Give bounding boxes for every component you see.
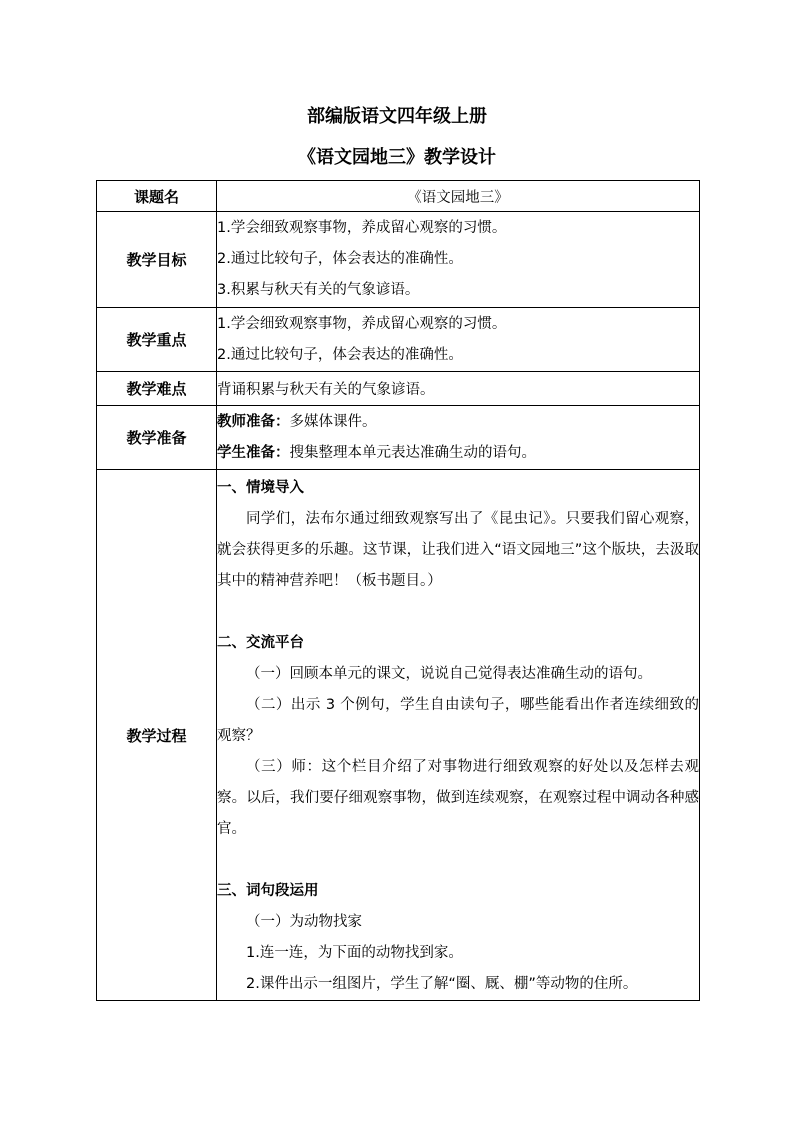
key-point-item: 2.通过比较句子，体会表达的准确性。 — [217, 346, 463, 363]
document-title: 部编版语文四年级上册 — [307, 106, 487, 127]
teacher-preparation — [217, 407, 699, 438]
table-row-difficulty — [97, 372, 700, 406]
lesson-plan-table — [96, 180, 700, 1001]
exchange-item: （二）出示 3 个例句，学生自由读句子，哪些能看出作者连续细致的观察？ — [217, 697, 699, 744]
objective-item: 3.积累与秋天有关的气象谚语。 — [217, 282, 420, 298]
application-subheading: （一）为动物找家 — [246, 914, 362, 930]
key-points-label: 教学重点 — [97, 308, 217, 372]
objective-item: 1.学会细致观察事物，养成留心观察的习惯。 — [217, 220, 507, 236]
spacer — [217, 597, 699, 628]
teacher-preparation-label: 教师准备： — [217, 413, 290, 430]
section-heading-application: 三、词句段运用 — [217, 883, 319, 899]
document-subtitle: 《语文园地三》教学设计 — [298, 147, 496, 168]
teacher-preparation-value: 多媒体课件。 — [289, 413, 377, 430]
preparation-label: 教学准备 — [97, 406, 217, 470]
exchange-item: （一）回顾本单元的课文，说说自己觉得表达准确生动的语句。 — [246, 666, 652, 682]
preparation-content — [217, 406, 700, 470]
course-value: 《语文园地三》 — [217, 181, 700, 212]
section-heading-intro: 一、情境导入 — [217, 480, 304, 496]
section-heading-exchange: 二、交流平台 — [217, 635, 304, 651]
spacer — [217, 845, 699, 876]
objectives-content — [217, 212, 700, 308]
application-item: 1.连一连，为下面的动物找到家。 — [246, 945, 463, 961]
process-label: 教学过程 — [97, 470, 217, 1001]
difficulty-value: 背诵积累与秋天有关的气象谚语。 — [217, 372, 700, 406]
student-preparation-label: 学生准备： — [217, 444, 290, 461]
student-preparation-value: 搜集整理本单元表达准确生动的语句。 — [289, 444, 536, 461]
intro-paragraph: 同学们，法布尔通过细致观察写出了《昆虫记》。只要我们留心观察，就会获得更多的乐趣。这节课，让我们进入“语文园地三”这个版块，去汲取其中的精神营养吧！（板书题目。） — [217, 511, 699, 589]
key-points-content — [217, 308, 700, 372]
course-label: 课题名 — [97, 181, 217, 212]
exchange-item: （三）师：这个栏目介绍了对事物进行细致观察的好处以及怎样去观察。以后，我们要仔细观察事物，做到连续观察，在观察过程中调动各种感官。 — [217, 759, 699, 837]
table-row-course — [97, 181, 700, 212]
table-row-process — [97, 470, 700, 1001]
table-row-preparation — [97, 406, 700, 470]
student-preparation — [217, 438, 699, 469]
objective-item: 2.通过比较句子，体会表达的准确性。 — [217, 251, 463, 267]
key-point-item: 1.学会细致观察事物，养成留心观察的习惯。 — [217, 315, 507, 332]
process-content — [217, 470, 700, 1001]
difficulty-label: 教学难点 — [97, 372, 217, 406]
table-row-key-points — [97, 308, 700, 372]
application-item: 2.课件出示一组图片，学生了解“圈、厩、棚”等动物的住所。 — [246, 976, 638, 992]
objectives-label: 教学目标 — [97, 212, 217, 308]
table-row-objectives — [97, 212, 700, 308]
